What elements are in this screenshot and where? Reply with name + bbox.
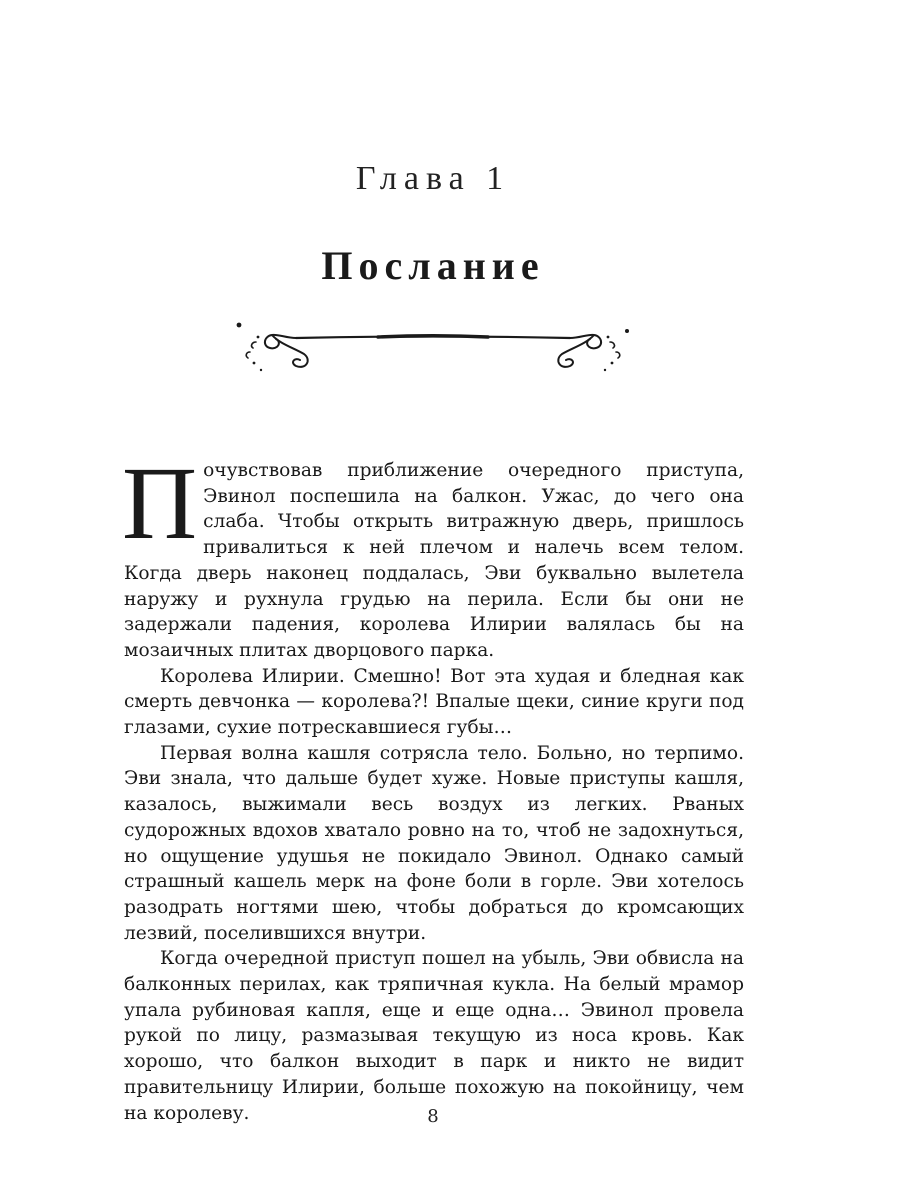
flourish-divider-icon <box>228 318 638 378</box>
drop-cap-letter: П <box>122 446 198 561</box>
chapter-text <box>122 446 744 1126</box>
chapter-title: Послание <box>321 243 545 288</box>
paragraph-3: Первая волна кашля сотрясла тело. Больно, но терпимо. Эви знала, что дальше будет хуже. Новые приступы кашля, казалось, выжимали весь воздух из легких. Рваных судорожных вдохов хватало ровно на то, чтоб не задохнуться, но ощущение удушья не покидало Эвинол. Однако самый страшный кашель мерк на фоне боли в горле. Эви хотелось разодрать ногтями шею, чтобы добраться до кромсающих лезвий, поселившихся внутри. <box>124 742 744 944</box>
paragraph-1 <box>122 446 744 664</box>
chapter-number: Глава 1 <box>355 160 511 197</box>
paragraph-4: Когда очередной приступ пошел на убыль, Эви обвисла на балконных перилах, как тряпичная кукла. На белый мрамор упала рубиновая капля, еще и еще одна… Эвинол провела рукой по лицу, размазывая текущую из носа кровь. Как хорошо, что балкон выходит в парк и никто не видит правительницу Илирии, больше похожую на покойницу, чем на королеву. <box>124 948 744 1124</box>
paragraph-text: очувствовав приближение очередного приступа, Эвинол поспешила на балкон. Ужас, до чего она слаба. Чтобы открыть витражную дверь, пришлось привалиться к ней плечом и налечь всем телом. Когда дверь наконец поддалась, Эви буквально вылетела наружу и рухнула грудью на перила. Если бы они не задержали падения, королева Илирии валялась бы на мозаичных плитах дворцового парка. <box>124 460 744 661</box>
paragraph-2: Королева Илирии. Смешно! Вот эта худая и бледная как смерть девчонка — королева?! Впалые щеки, синие круги под глазами, сухие потрескавшиеся губы… <box>124 665 744 739</box>
page-number: 8 <box>427 1106 439 1127</box>
